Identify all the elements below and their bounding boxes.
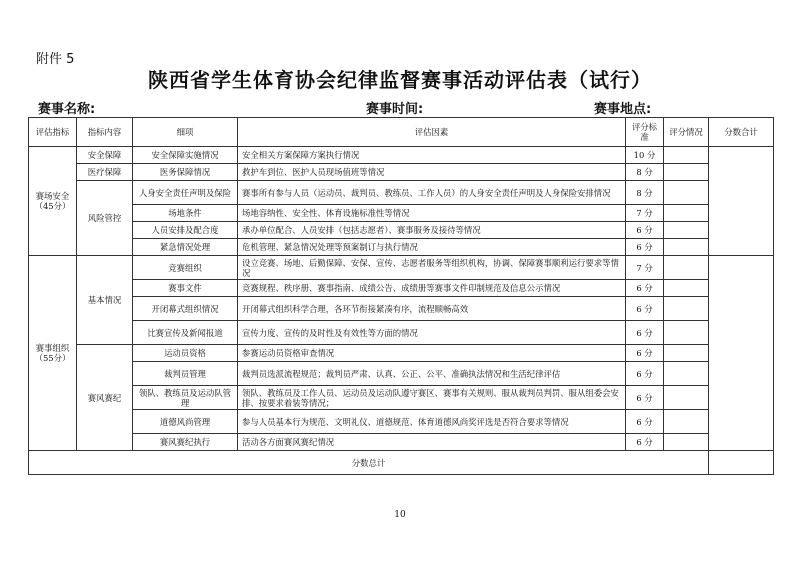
table-row [29, 164, 774, 181]
item-cell: 医务保障情况 [133, 164, 238, 181]
item-cell: 比赛宣传及新闻报道 [133, 321, 238, 345]
standard-cell: 6 分 [626, 280, 664, 297]
standard-cell: 6 分 [626, 345, 664, 362]
standard-cell: 6 分 [626, 321, 664, 345]
table-row [29, 297, 774, 321]
factor-cell: 开闭幕式组织科学合理，各环节衔接紧凑有序，流程顺畅高效 [238, 297, 626, 321]
item-cell: 运动员资格 [133, 345, 238, 362]
standard-cell: 6 分 [626, 297, 664, 321]
total-label: 分数总计 [29, 451, 709, 475]
factor-cell: 竞赛规程、秩序册、赛事指南、成绩公告、成绩册等赛事文件印制规范及信息公示情况 [238, 280, 626, 297]
item-cell: 人身安全责任声明及保险 [133, 181, 238, 205]
score-input-cell[interactable] [664, 239, 709, 256]
content-cell: 医疗保障 [77, 164, 133, 181]
standard-cell: 6 分 [626, 222, 664, 239]
annex-label: 附件 5 [36, 52, 75, 67]
header-score: 评分情况 [664, 118, 709, 147]
table-row [29, 239, 774, 256]
factor-cell: 场地容纳性、安全性、体育设施标准性等情况 [238, 205, 626, 222]
factor-cell: 安全相关方案保障方案执行情况 [238, 147, 626, 164]
factor-cell: 活动各方面赛风赛纪情况 [238, 434, 626, 451]
header-factor: 评估因素 [238, 118, 626, 147]
score-input-cell[interactable] [664, 434, 709, 451]
content-cell: 赛风赛纪 [77, 345, 133, 451]
factor-cell: 承办单位配合、人员安排（包括志愿者）、赛事服务及接待等情况 [238, 222, 626, 239]
factor-cell: 领队、教练员及工作人员、运动员及运动队遵守赛区、赛事有关规则、服从裁判员判罚、服从组委会安排、按要求着装等情况； [238, 386, 626, 410]
table-row [29, 345, 774, 362]
standard-cell: 8 分 [626, 181, 664, 205]
standard-cell: 7 分 [626, 256, 664, 280]
total-cell[interactable] [709, 256, 774, 451]
document-title: 陕西省学生体育协会纪律监督赛事活动评估表（试行） [148, 68, 652, 92]
score-input-cell[interactable] [664, 345, 709, 362]
score-input-cell[interactable] [664, 205, 709, 222]
content-cell: 基本情况 [77, 256, 133, 345]
score-input-cell[interactable] [664, 222, 709, 239]
item-cell: 赛风赛纪执行 [133, 434, 238, 451]
header-indicator: 评估指标 [29, 118, 77, 147]
table-row [29, 256, 774, 280]
standard-cell: 6 分 [626, 239, 664, 256]
standard-cell: 8 分 [626, 164, 664, 181]
table-row [29, 386, 774, 410]
table-header-row [29, 118, 774, 147]
item-cell: 赛事文件 [133, 280, 238, 297]
factor-cell: 危机管理、紧急情况处理等预案制订与执行情况 [238, 239, 626, 256]
score-input-cell[interactable] [664, 181, 709, 205]
table-row [29, 181, 774, 205]
score-input-cell[interactable] [664, 297, 709, 321]
event-name-label: 赛事名称: [38, 102, 96, 117]
table-row [29, 280, 774, 297]
score-input-cell[interactable] [664, 410, 709, 434]
item-cell: 安全保障实施情况 [133, 147, 238, 164]
page-number: 10 [394, 510, 406, 520]
score-input-cell[interactable] [664, 147, 709, 164]
header-content: 指标内容 [77, 118, 133, 147]
standard-cell: 7 分 [626, 205, 664, 222]
score-input-cell[interactable] [664, 280, 709, 297]
item-cell: 紧急情况处理 [133, 239, 238, 256]
item-cell: 道德风尚管理 [133, 410, 238, 434]
standard-cell: 6 分 [626, 434, 664, 451]
event-meta-row [38, 98, 778, 116]
table-row [29, 321, 774, 345]
table-row [29, 147, 774, 164]
factor-cell: 救护车到位、医护人员现场值班等情况 [238, 164, 626, 181]
header-standard: 评分标准 [626, 118, 664, 147]
total-row [29, 451, 774, 475]
factor-cell: 设立竞赛、场地、后勤保障、安保、宣传、志愿者服务等组织机构，协调、保障赛事顺利运行要求等情况 [238, 256, 626, 280]
table-row [29, 222, 774, 239]
factor-cell: 参与人员基本行为规范、文明礼仪、道德规范、体育道德风尚奖评选是否符合要求等情况 [238, 410, 626, 434]
score-input-cell[interactable] [664, 164, 709, 181]
evaluation-table [28, 117, 774, 475]
table-row [29, 362, 774, 386]
indicator-cell: 赛场安全（45分） [29, 147, 77, 256]
factor-cell: 赛事所有参与人员（运动员、裁判员、教练员、工作人员）的人身安全责任声明及人身保险安排情况 [238, 181, 626, 205]
grand-total-cell[interactable] [709, 451, 774, 475]
indicator-cell: 赛事组织（55分） [29, 256, 77, 451]
item-cell: 场地条件 [133, 205, 238, 222]
item-cell: 裁判员管理 [133, 362, 238, 386]
score-input-cell[interactable] [664, 386, 709, 410]
item-cell: 开闭幕式组织情况 [133, 297, 238, 321]
score-input-cell[interactable] [664, 321, 709, 345]
standard-cell: 10 分 [626, 147, 664, 164]
item-cell: 人员安排及配合度 [133, 222, 238, 239]
event-place-label: 赛事地点: [594, 102, 652, 117]
header-item: 细项 [133, 118, 238, 147]
header-total: 分数合计 [709, 118, 774, 147]
event-time-label: 赛事时间: [366, 102, 424, 117]
factor-cell: 裁判员选派流程规范；裁判员严肃、认真、公正、公平、准确执法情况和生活纪律评估 [238, 362, 626, 386]
item-cell: 竞赛组织 [133, 256, 238, 280]
table-row [29, 205, 774, 222]
standard-cell: 6 分 [626, 362, 664, 386]
factor-cell: 宣传力度、宣传的及时性及有效性等方面的情况 [238, 321, 626, 345]
score-input-cell[interactable] [664, 256, 709, 280]
table-row [29, 434, 774, 451]
content-cell: 安全保障 [77, 147, 133, 164]
item-cell: 领队、教练员及运动队管理 [133, 386, 238, 410]
standard-cell: 6 分 [626, 386, 664, 410]
score-input-cell[interactable] [664, 362, 709, 386]
table-row [29, 410, 774, 434]
standard-cell: 6 分 [626, 410, 664, 434]
content-cell: 风险管控 [77, 181, 133, 256]
factor-cell: 参赛运动员资格审查情况 [238, 345, 626, 362]
total-cell[interactable] [709, 147, 774, 256]
